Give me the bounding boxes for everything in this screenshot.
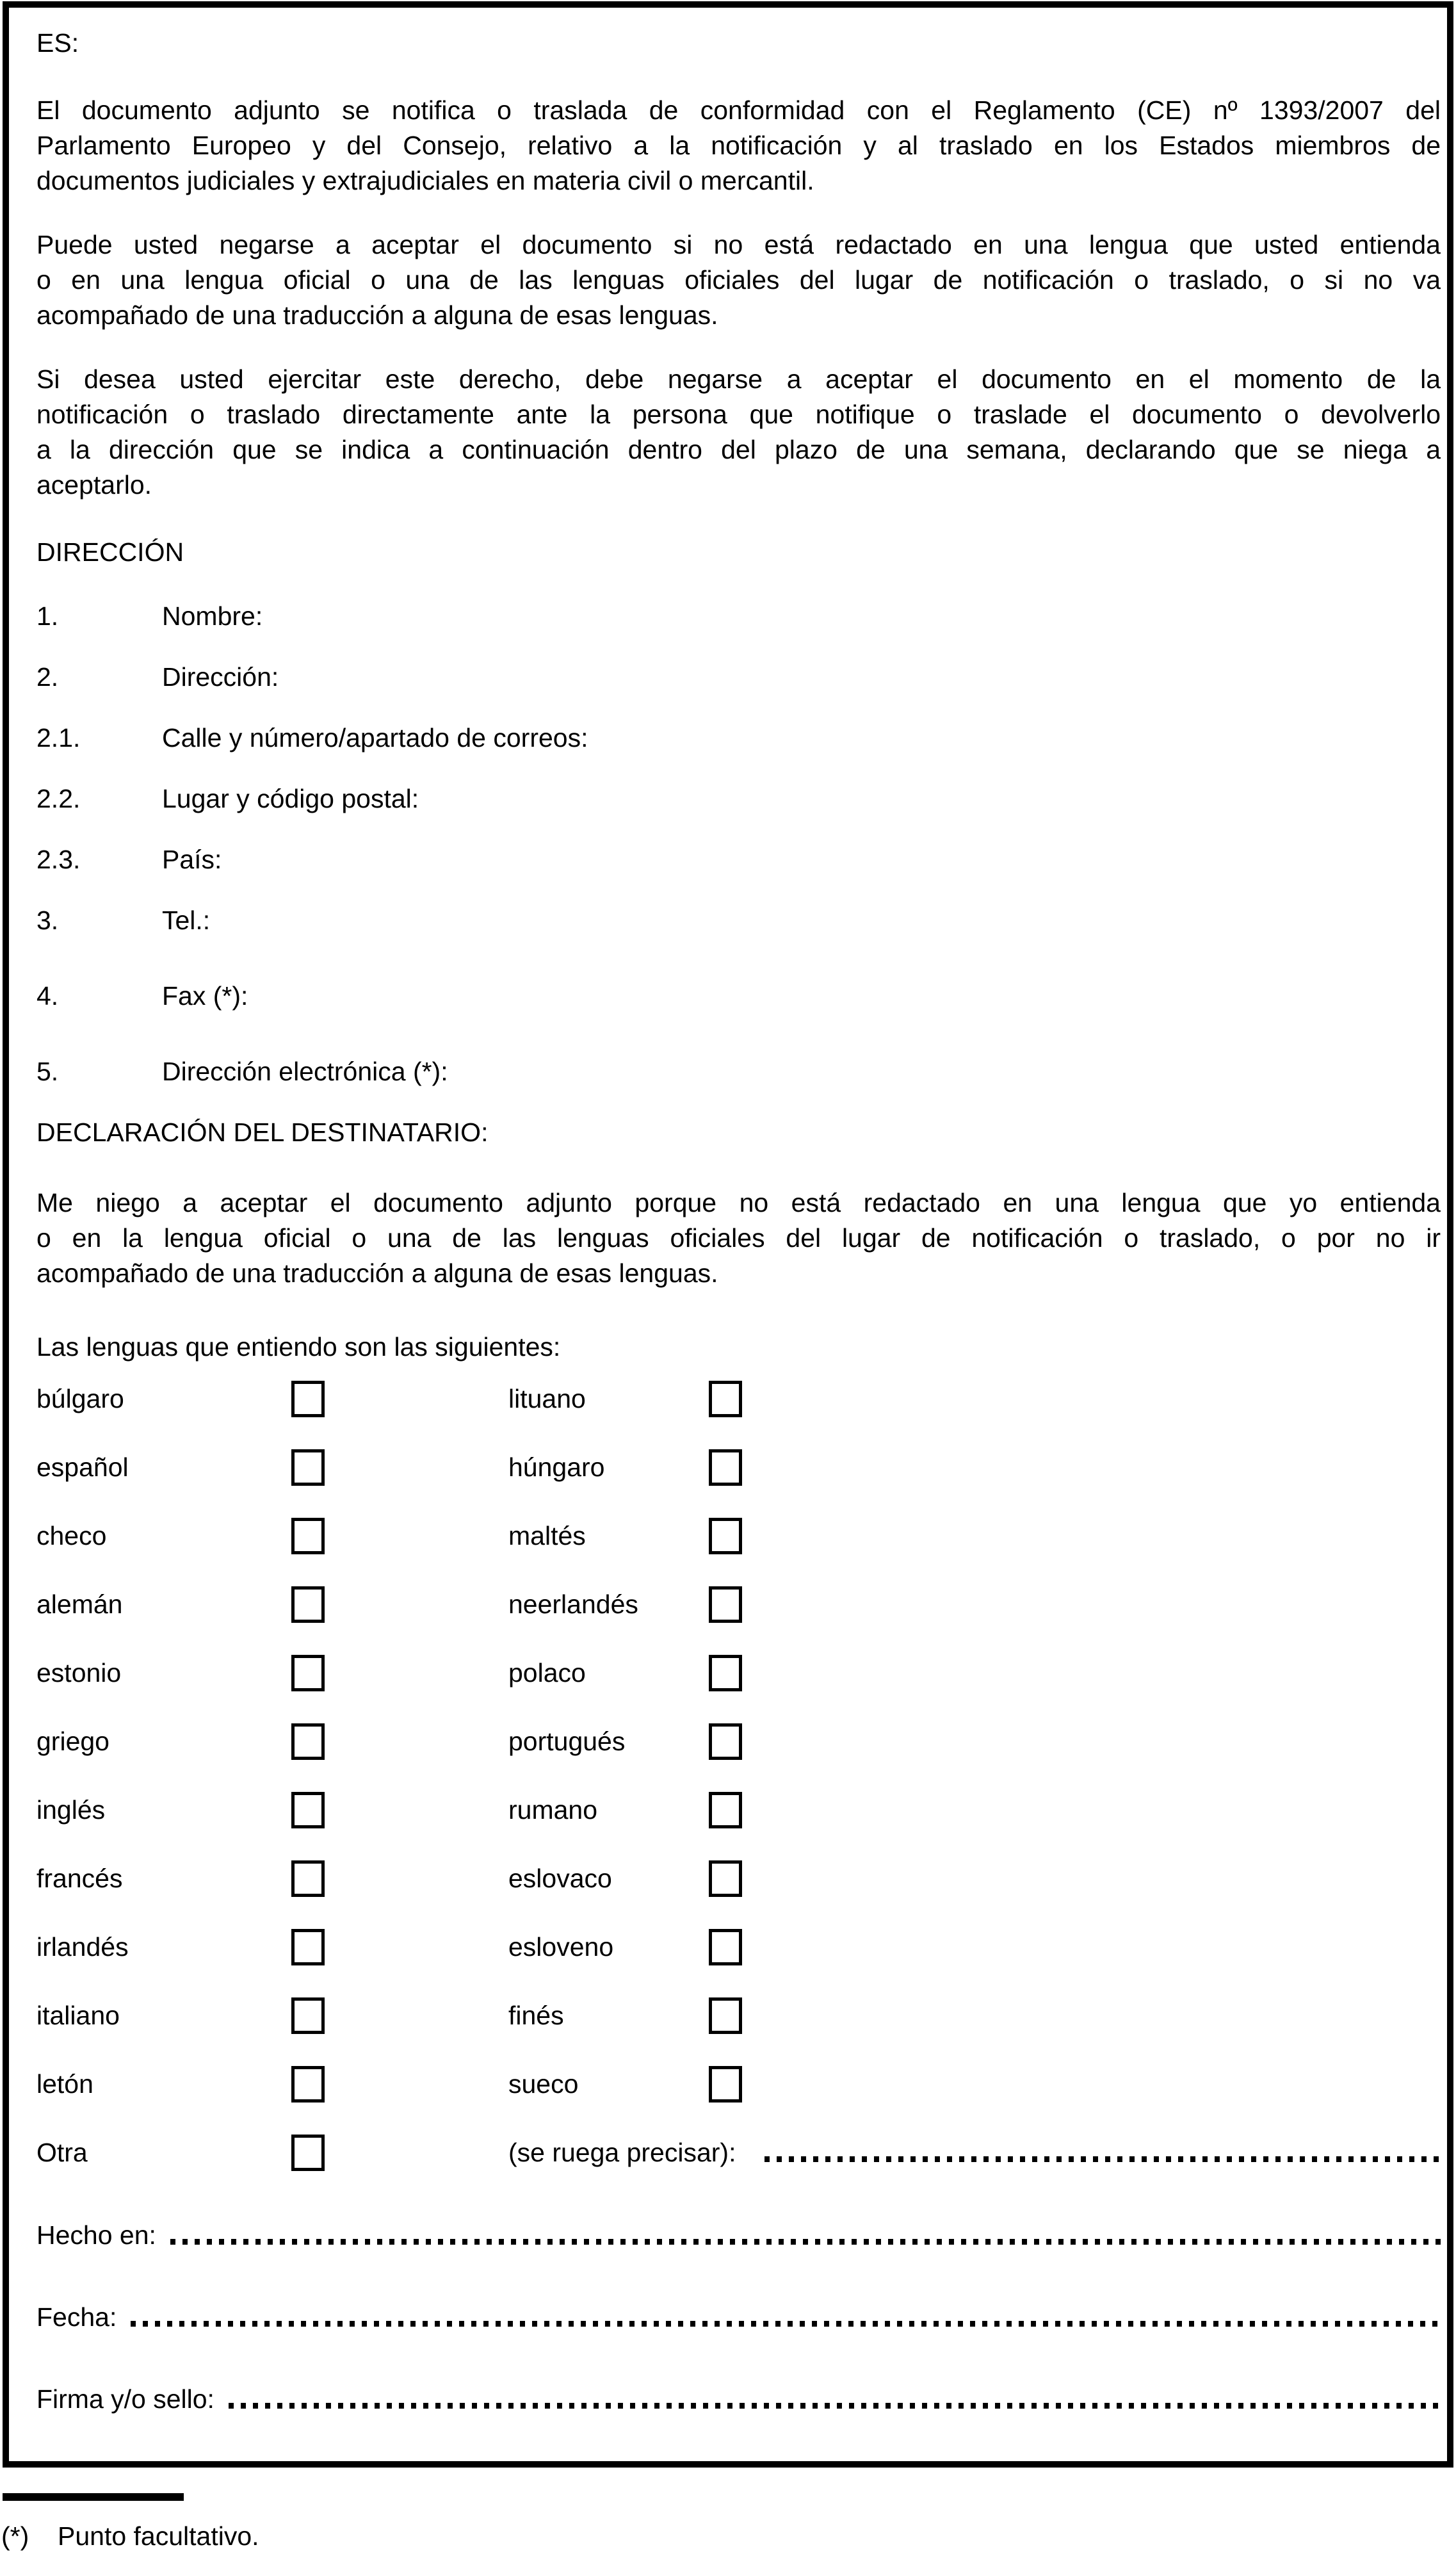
item-label: Fax (*):: [162, 981, 248, 1011]
item-label: Nombre:: [162, 601, 263, 631]
item-number: 3.: [36, 906, 59, 935]
language-row: [36, 1776, 1441, 1844]
language-row: [36, 1844, 1441, 1913]
language-label-sueco: sueco: [508, 2069, 579, 2099]
footnote-marker: (*): [1, 2521, 29, 2551]
language-label-portugues: portugués: [508, 1727, 626, 1756]
item-label: Dirección electrónica (*):: [162, 1057, 448, 1086]
paragraph-line: Me niego a aceptar el documento adjunto porque no está redactado en una lengua que yo entienda: [36, 1188, 1441, 1217]
language-label-checo: checo: [36, 1521, 107, 1550]
signature-block: [36, 2218, 1441, 2417]
language-label-frances: francés: [36, 1864, 123, 1893]
language-row: [36, 2050, 1441, 2119]
language-label-aleman: alemán: [36, 1590, 123, 1619]
language-row: [36, 1570, 1441, 1639]
paragraph-line: aceptarlo.: [36, 470, 152, 500]
intro-paragraph-how-to-refuse: [36, 362, 1441, 503]
intro-paragraph-right-to-refuse: [36, 227, 1441, 333]
otra-specify-fill-in-line[interactable]: [764, 2135, 1441, 2170]
checkbox-leton[interactable]: [291, 2066, 325, 2103]
done-at-row: [36, 2218, 1441, 2253]
signature-row: [36, 2382, 1441, 2417]
language-label-rumano: rumano: [508, 1795, 598, 1825]
paragraph-line: acompañado de una traducción a alguna de esas lenguas.: [36, 300, 718, 330]
signature-label: Firma y/o sello:: [36, 2384, 214, 2414]
checkbox-otra[interactable]: [291, 2135, 325, 2171]
language-row: [36, 1981, 1441, 2050]
item-number: 2.2.: [36, 784, 81, 813]
language-row: [36, 1639, 1441, 1707]
intro-paragraph-regulation: [36, 93, 1441, 199]
checkbox-checo[interactable]: [291, 1518, 325, 1554]
paragraph-line: documentos judiciales y extrajudiciales en materia civil o mercantil.: [36, 166, 814, 195]
paragraph-line: Puede usted negarse a aceptar el documento si no está redactado en una lengua que usted entienda: [36, 230, 1441, 259]
list-item-direccion-electronica: [36, 1054, 1441, 1089]
paragraph-line: a la dirección que se indica a continuación dentro del plazo de una semana, declarando que se niega a: [36, 435, 1441, 464]
footnote-separator-rule: [3, 2493, 184, 2501]
language-label-eslovaco: eslovaco: [508, 1864, 612, 1893]
language-label-ingles: inglés: [36, 1795, 106, 1825]
checkbox-maltes[interactable]: [709, 1518, 742, 1554]
list-item-calle: [36, 720, 1441, 756]
declaration-paragraph: [36, 1185, 1441, 1291]
paragraph-line: acompañado de una traducción a alguna de esas lenguas.: [36, 1258, 718, 1288]
paragraph-line: Parlamento Europeo y del Consejo, relativo a la notificación y al traslado en los Estados miembros de: [36, 131, 1441, 160]
item-number: 5.: [36, 1057, 59, 1086]
done-at-label: Hecho en:: [36, 2220, 156, 2250]
language-label-lituano: lituano: [508, 1384, 586, 1413]
list-item-pais: [36, 842, 1441, 877]
checkbox-sueco[interactable]: [709, 2066, 742, 2103]
list-item-fax: [36, 979, 1441, 1014]
language-row: [36, 1913, 1441, 1981]
address-list: [36, 599, 1441, 1089]
language-label-italiano: italiano: [36, 2001, 120, 2030]
checkbox-italiano[interactable]: [291, 1997, 325, 2034]
checkbox-rumano[interactable]: [709, 1792, 742, 1828]
list-item-nombre: [36, 599, 1441, 634]
item-label: País:: [162, 845, 222, 874]
item-number: 4.: [36, 981, 59, 1011]
checkbox-esloveno[interactable]: [709, 1929, 742, 1965]
footnote: [1, 2519, 259, 2554]
language-label-neerlandes: neerlandés: [508, 1590, 638, 1619]
checkbox-fines[interactable]: [709, 1997, 742, 2034]
item-label: Calle y número/apartado de correos:: [162, 723, 588, 752]
paragraph-line: El documento adjunto se notifica o traslada de conformidad con el Reglamento (CE) nº 1393/2007 del: [36, 95, 1441, 125]
done-at-fill-in-line[interactable]: [170, 2218, 1441, 2253]
paragraph-line: Si desea usted ejercitar este derecho, debe negarse a aceptar el documento en el momento de la: [36, 364, 1441, 394]
language-label-irlandes: irlandés: [36, 1932, 129, 1962]
otra-specify-label: (se ruega precisar):: [508, 2138, 736, 2167]
item-label: Lugar y código postal:: [162, 784, 419, 813]
checkbox-ingles[interactable]: [291, 1792, 325, 1828]
language-row: [36, 1502, 1441, 1570]
checkbox-neerlandes[interactable]: [709, 1586, 742, 1623]
item-number: 2.: [36, 662, 59, 692]
form-border-box: [3, 1, 1453, 2468]
language-row: [36, 1365, 1441, 1433]
list-item-tel: [36, 903, 1441, 938]
item-label: Dirección:: [162, 662, 279, 692]
language-label-leton: letón: [36, 2069, 93, 2099]
paragraph-line: notificación o traslado directamente ante la persona que notifique o traslade el documento o devolverlo: [36, 400, 1441, 429]
checkbox-lituano[interactable]: [709, 1381, 742, 1417]
language-row: [36, 1707, 1441, 1776]
item-label: Tel.:: [162, 906, 211, 935]
list-item-direccion: [36, 660, 1441, 695]
language-label-griego: griego: [36, 1727, 109, 1756]
language-label-maltes: maltés: [508, 1521, 586, 1550]
language-label-espanol: español: [36, 1452, 129, 1482]
language-label-estonio: estonio: [36, 1658, 122, 1688]
checkbox-griego[interactable]: [291, 1723, 325, 1760]
checkbox-estonio[interactable]: [291, 1655, 325, 1691]
checkbox-hungaro[interactable]: [709, 1449, 742, 1486]
checkbox-eslovaco[interactable]: [709, 1860, 742, 1897]
checkbox-polaco[interactable]: [709, 1655, 742, 1691]
checkbox-bulgaro[interactable]: [291, 1381, 325, 1417]
address-section-heading: DIRECCIÓN: [36, 537, 184, 567]
paragraph-line: o en la lengua oficial o una de las lenguas oficiales del lugar de notificación o traslado, o por no ir: [36, 1223, 1441, 1253]
item-number: 1.: [36, 601, 59, 631]
date-fill-in-line[interactable]: [131, 2300, 1441, 2335]
language-label-otra: Otra: [36, 2138, 88, 2167]
language-checkbox-grid: [36, 1365, 1441, 2187]
checkbox-frances[interactable]: [291, 1860, 325, 1897]
languages-intro-text: Las lenguas que entiendo son las siguientes:: [36, 1332, 561, 1362]
footnote-text: Punto facultativo.: [58, 2521, 259, 2551]
checkbox-espanol[interactable]: [291, 1449, 325, 1486]
checkbox-portugues[interactable]: [709, 1723, 742, 1760]
declaration-section-heading: DECLARACIÓN DEL DESTINATARIO:: [36, 1118, 489, 1147]
item-number: 2.3.: [36, 845, 81, 874]
language-label-fines: finés: [508, 2001, 564, 2030]
language-label-polaco: polaco: [508, 1658, 586, 1688]
item-number: 2.1.: [36, 723, 81, 752]
language-code-label: ES:: [36, 28, 79, 58]
signature-fill-in-line[interactable]: [229, 2382, 1441, 2417]
date-label: Fecha:: [36, 2302, 117, 2332]
list-item-lugar-codigo-postal: [36, 781, 1441, 817]
paragraph-line: o en una lengua oficial o una de las lenguas oficiales del lugar de notificación o traslado, o si no va: [36, 265, 1441, 295]
language-label-bulgaro: búlgaro: [36, 1384, 124, 1413]
checkbox-aleman[interactable]: [291, 1586, 325, 1623]
language-label-hungaro: húngaro: [508, 1452, 605, 1482]
date-row: [36, 2300, 1441, 2335]
checkbox-irlandes[interactable]: [291, 1929, 325, 1965]
language-label-esloveno: esloveno: [508, 1932, 614, 1962]
language-row: [36, 1433, 1441, 1502]
language-row-otra: [36, 2119, 1441, 2187]
